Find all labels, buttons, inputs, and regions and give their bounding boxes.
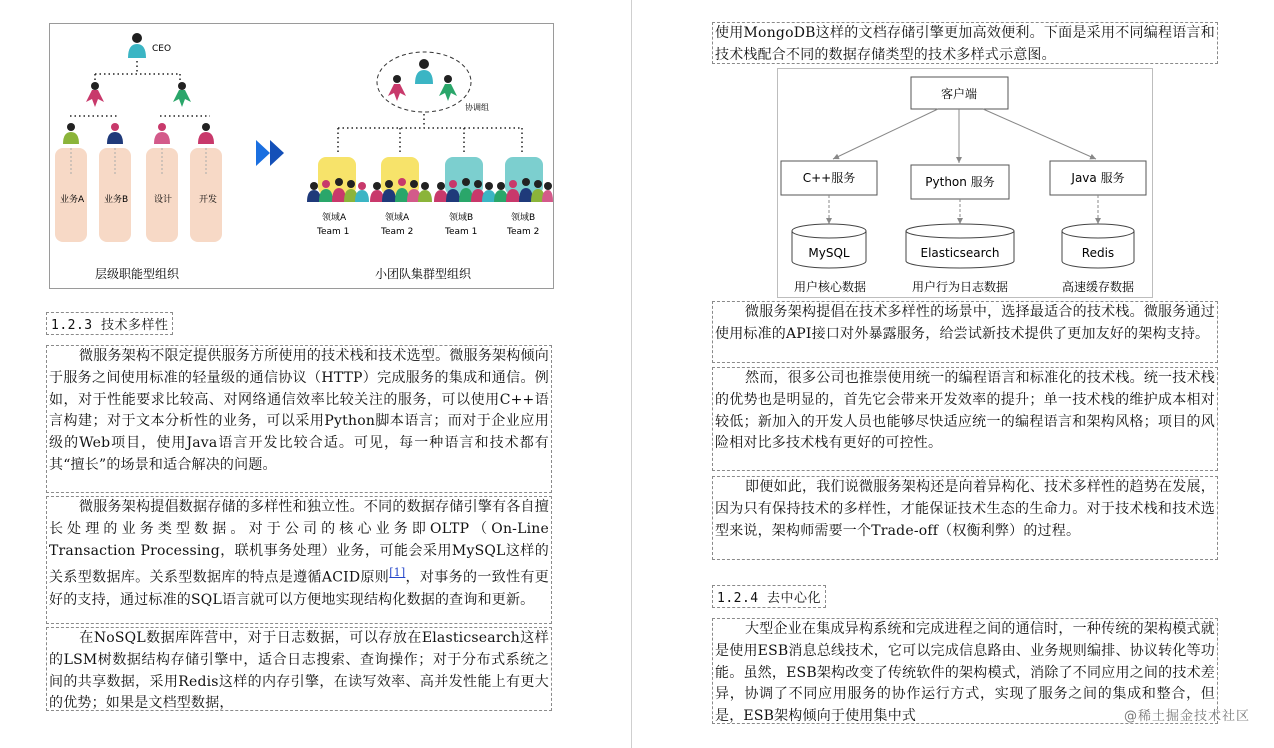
elasticsearch-caption: 用户行为日志数据 <box>911 280 1009 294</box>
paragraph-text: 在NoSQL数据库阵营中，对于日志数据，可以存放在Elasticsearch这样的LSM树数据结构存储引擎中，适合日志搜索、查询操作；对于分布式系统之间的共享数据，采用Redis这样的内存引擎，在读写效率、高并发性能上有更大的优势；如果是文档型数据， <box>49 630 549 712</box>
team-name-4: Team 2 <box>507 227 540 237</box>
client-arrows <box>833 109 1096 163</box>
watermark: @稀土掘金技术社区 <box>1123 709 1250 724</box>
python-service-label: Python 服务 <box>925 175 995 189</box>
bar-lines <box>71 148 206 174</box>
bar-label-1: 业务A <box>60 195 85 205</box>
caption-cluster: 小团队集群型组织 <box>375 267 472 281</box>
tech-diversity-diagram <box>777 68 1153 298</box>
team-domain-2: 领域A <box>385 213 410 223</box>
paragraph-text: 微服务架构提倡数据存储的多样性和独立性。不同的数据存储引擎有各自擅长处理的业务类型数据。对于公司的核心业务即OLTP（On-Line Transaction Processing，联机事务处理）业务，可能会采用MySQL这样的关系型数据库。关系型数据库的特点是遵循ACID原则 <box>49 499 549 587</box>
paragraph-text-tail: ，对事务的一致性有更好的支持，通过标准的SQL语言就可以方便地实现结构化数据的查询和更新。 <box>49 570 550 608</box>
bar-label-4: 开发 <box>199 195 218 205</box>
team-domain-3: 领域B <box>449 213 474 223</box>
coord-members-icons <box>388 59 457 101</box>
org-structure-svg <box>50 24 553 288</box>
redis-label: Redis <box>1081 246 1115 260</box>
team-name-3: Team 1 <box>445 227 478 237</box>
section-heading-1-2-4: 1.2.4 去中心化 <box>712 585 826 608</box>
mysql-label: MySQL <box>808 246 850 260</box>
paragraph-mongodb <box>712 22 1218 64</box>
org-structure-figure <box>49 23 554 289</box>
team-domain-1: 领域A <box>322 213 347 223</box>
team-name-1: Team 1 <box>317 227 350 237</box>
cpp-service-label: C++服务 <box>802 171 856 185</box>
team-domain-4: 领域B <box>511 213 536 223</box>
caption-hierarchical: 层级职能型组织 <box>95 267 180 281</box>
ceo-person-icon <box>128 33 146 58</box>
team-name-2: Team 2 <box>381 227 414 237</box>
coord-label: 协调组 <box>465 103 489 112</box>
page-separator <box>631 0 632 748</box>
footnote-link[interactable]: [1] <box>389 566 406 580</box>
paragraph-best-stack <box>712 301 1218 363</box>
manager-pink-icon <box>86 82 104 107</box>
paragraph-text: 微服务架构提倡在技术多样性的场景中，选择最适合的技术栈。微服务通过使用标准的API接口对外暴露服务，给尝试新技术提供了更加友好的架构支持。 <box>715 304 1215 342</box>
hierarchy-lines <box>70 61 210 116</box>
transition-arrow-icon <box>256 140 284 166</box>
paragraph-text: 微服务架构不限定提供服务方所使用的技术栈和技术选型。微服务架构倾向于服务之间使用标准的轻量级的通信协议（HTTP）完成服务的集成和通信。例如，对于性能要求比较高、对网络通信效率比较关注的服务，可以使用C++语言构建；对于文本分析性的业务，可以采用Python脚本语言；而对于企业应用级的Web项目，使用Java语言开发比较合适。可见，每一种语言和技术都有其“擅长”的场景和适合解决的问题。 <box>49 348 549 473</box>
elasticsearch-label: Elasticsearch <box>920 246 1000 260</box>
ceo-label: CEO <box>152 44 172 54</box>
bar-head-icons <box>63 123 214 144</box>
paragraph-text: 即便如此，我们说微服务架构还是向着异构化、技术多样性的趋势在发展，因为只有保持技术的多样性，才能保证技术生态的生命力。对于技术栈和技术选型来说，架构师需要一个Trade-off（权衡利弊）的过程。 <box>715 479 1215 539</box>
paragraph-tech-diversity-3 <box>46 627 552 711</box>
team-lines <box>338 114 522 154</box>
bar-label-2: 业务B <box>104 195 129 205</box>
paragraph-unified-stack <box>712 367 1218 471</box>
java-service-label: Java 服务 <box>1071 171 1125 185</box>
paragraph-tech-diversity-1 <box>46 345 552 493</box>
manager-green-icon <box>173 82 191 107</box>
redis-caption: 高速缓存数据 <box>1061 280 1135 294</box>
paragraph-trade-off <box>712 476 1218 560</box>
paragraph-text: 然而，很多公司也推崇使用统一的编程语言和标准化的技术栈。统一技术栈的优势也是明显的，首先它会带来开发效率的提升；单一技术栈的维护成本相对较低；新加入的开发人员也能够尽快适应统一的编程语言和架构风格；项目的风险相对比多技术栈有更好的可控性。 <box>715 370 1215 452</box>
mysql-caption: 用户核心数据 <box>793 280 867 294</box>
client-label: 客户端 <box>940 87 978 101</box>
paragraph-text: 大型企业在集成异构系统和完成进程之间的通信时，一种传统的架构模式就是使用ESB消息总线技术，它可以完成信息路由、业务规则编排、协议转化等功能。虽然，ESB架构改变了传统软件的架构模式，消除了不同应用之间的技术差异，协调了不同应用服务的协作运行方式，实现了服务之间的集成和整合，但是，ESB架构倾向于使用集中式 <box>715 621 1215 725</box>
tech-diagram-svg <box>778 69 1152 297</box>
section-heading-1-2-3: 1.2.3 技术多样性 <box>46 312 173 335</box>
paragraph-tech-diversity-2 <box>46 496 552 624</box>
bar-label-3: 设计 <box>154 195 173 205</box>
paragraph-text: 使用MongoDB这样的文档存储引擎更加高效便利。下面是采用不同编程语言和技术栈配合不同的数据存储类型的技术多样式示意图。 <box>715 25 1215 63</box>
